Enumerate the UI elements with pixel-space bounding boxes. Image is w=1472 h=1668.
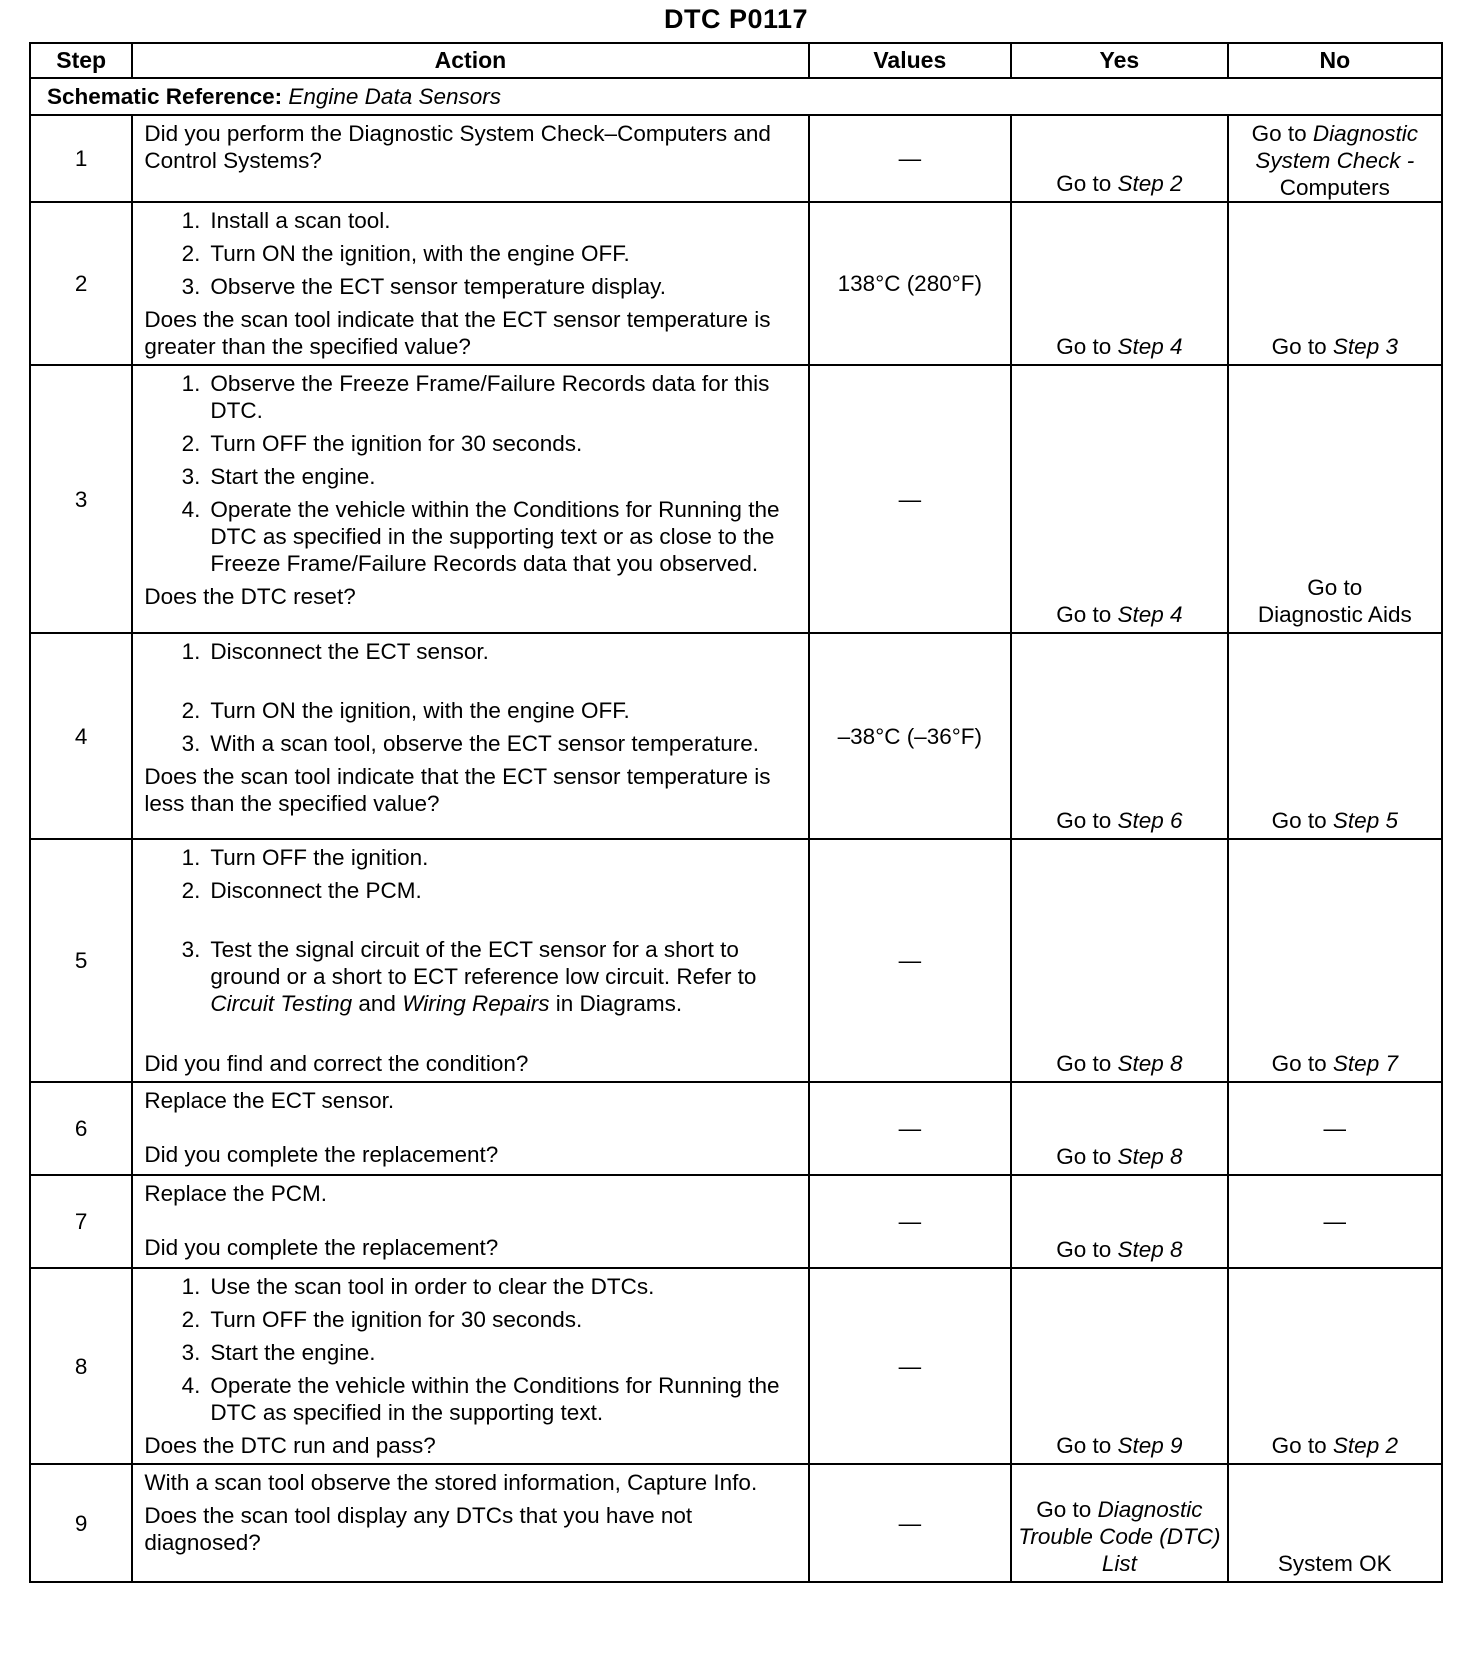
no-cell: Go to Step 5 — [1228, 633, 1442, 839]
list-item: 1. Install a scan tool. — [181, 208, 391, 233]
yes-cell: Go to Step 4 — [1011, 202, 1227, 365]
action-question: Does the DTC run and pass? — [144, 1433, 436, 1458]
action-cell — [132, 839, 808, 1082]
action-cell — [132, 365, 808, 633]
step-link[interactable]: Step 4 — [1117, 602, 1183, 627]
yes-cell: Go to Step 9 — [1011, 1268, 1227, 1464]
step-link[interactable]: Step 6 — [1117, 808, 1183, 833]
action-cell — [132, 202, 808, 365]
value-cell: — — [809, 1268, 1012, 1464]
step-link[interactable]: Step 8 — [1117, 1051, 1183, 1076]
action-list — [144, 844, 799, 1017]
action-list — [144, 370, 799, 577]
action-cell — [132, 1082, 808, 1175]
yes-cell — [1011, 115, 1227, 202]
action-text: With a scan tool observe the stored information, Capture Info. — [144, 1470, 758, 1495]
table-row — [30, 115, 1442, 202]
table-row — [30, 202, 1442, 365]
step-number: 5 — [30, 839, 132, 1082]
no-cell: — — [1228, 1175, 1442, 1268]
value-cell: — — [809, 1175, 1012, 1268]
table-row — [30, 1175, 1442, 1268]
page-title: DTC P0117 — [663, 4, 809, 34]
list-item: 2. Disconnect the PCM. — [181, 878, 422, 903]
yes-cell: Go to Step 8 — [1011, 1082, 1227, 1175]
no-cell: Go to Diagnostic Aids — [1228, 365, 1442, 633]
action-list — [144, 1273, 799, 1426]
yes-cell: Go to Step 6 — [1011, 633, 1227, 839]
header-action: Action — [132, 43, 808, 78]
action-question: Does the scan tool display any DTCs that you have not diagnosed? — [144, 1503, 693, 1555]
action-cell — [132, 1175, 808, 1268]
action-question: Did you complete the replacement? — [144, 1142, 499, 1167]
no-cell: System OK — [1228, 1464, 1442, 1582]
step-link[interactable]: Step 9 — [1117, 1433, 1183, 1458]
action-text: Replace the PCM. — [144, 1181, 327, 1206]
action-list — [144, 207, 799, 300]
action-cell — [132, 1464, 808, 1582]
schematic-reference — [30, 78, 1442, 115]
value-cell: 138°C (280°F) — [809, 202, 1012, 365]
yes-cell: Go to Diagnostic Trouble Code (DTC) List — [1011, 1464, 1227, 1582]
list-item: 4. Operate the vehicle within the Conditions for Running the DTC as specified in the supporting text or as close to the Freeze Frame/Failure Records data that you observed. — [181, 497, 780, 576]
circuit-testing-link[interactable]: Circuit Testing — [210, 991, 353, 1016]
table-row — [30, 1464, 1442, 1582]
list-item: 3. Start the engine. — [181, 1340, 376, 1365]
table-row — [30, 633, 1442, 839]
step-number: 1 — [30, 115, 132, 202]
header-step: Step — [30, 43, 132, 78]
step-link[interactable]: Step 7 — [1332, 1051, 1398, 1076]
diagnostic-aids-link[interactable]: Diagnostic Aids — [1257, 602, 1412, 627]
list-item: 3. Start the engine. — [181, 464, 376, 489]
list-item: 1. Disconnect the ECT sensor. — [181, 639, 489, 664]
dtc-table — [29, 42, 1443, 1583]
step-number: 9 — [30, 1464, 132, 1582]
list-item: 1. Turn OFF the ignition. — [181, 845, 429, 870]
table-row — [30, 1082, 1442, 1175]
header-row — [30, 43, 1442, 78]
list-item: 3. Observe the ECT sensor temperature display. — [181, 274, 666, 299]
action-text: Replace the ECT sensor. — [144, 1088, 395, 1113]
header-yes: Yes — [1011, 43, 1227, 78]
step-number: 4 — [30, 633, 132, 839]
step-number: 7 — [30, 1175, 132, 1268]
header-values: Values — [809, 43, 1012, 78]
step-link[interactable]: Step 3 — [1332, 334, 1398, 359]
step-link[interactable]: Step 4 — [1117, 334, 1183, 359]
schematic-label: Schematic Reference: — [47, 84, 283, 109]
action-text: Did you perform the Diagnostic System Check–Computers and Control Systems? — [132, 115, 808, 202]
table-row — [30, 365, 1442, 633]
action-question: Does the scan tool indicate that the ECT sensor temperature is less than the specified value? — [144, 764, 771, 816]
action-question: Does the scan tool indicate that the ECT sensor temperature is greater than the specified value? — [144, 307, 771, 359]
action-list — [144, 638, 799, 757]
yes-cell: Go to Step 4 — [1011, 365, 1227, 633]
list-item: 1. Observe the Freeze Frame/Failure Records data for this DTC. — [181, 371, 770, 423]
list-item: 3. With a scan tool, observe the ECT sensor temperature. — [181, 731, 759, 756]
table-row — [30, 1268, 1442, 1464]
action-question: Does the DTC reset? — [144, 584, 356, 609]
value-cell: — — [809, 1082, 1012, 1175]
no-cell — [1228, 115, 1442, 202]
goto-tail: Computers — [1279, 175, 1390, 200]
action-question: Did you find and correct the condition? — [144, 1051, 529, 1076]
table-row — [30, 839, 1442, 1082]
step-link[interactable]: Step 2 — [1332, 1433, 1398, 1458]
list-item: 2. Turn OFF the ignition for 30 seconds. — [181, 431, 583, 456]
value-cell: — — [809, 365, 1012, 633]
no-cell: Go to Step 7 — [1228, 839, 1442, 1082]
schematic-value: Engine Data Sensors — [288, 84, 502, 109]
yes-cell: Go to Step 8 — [1011, 1175, 1227, 1268]
goto-prefix: Go to — [1251, 121, 1307, 146]
action-cell — [132, 1268, 808, 1464]
no-cell: Go to Step 3 — [1228, 202, 1442, 365]
step-link[interactable]: Step 2 — [1117, 171, 1183, 196]
action-cell — [132, 633, 808, 839]
value-cell: — — [809, 1464, 1012, 1582]
list-item: 3. Test the signal circuit of the ECT sensor for a short to ground or a short to ECT reference low circuit. Refer to Circuit Testing and Wiring Repairs in Diagrams. — [181, 937, 757, 1016]
yes-cell: Go to Step 8 — [1011, 839, 1227, 1082]
step-link[interactable]: Step 8 — [1117, 1144, 1183, 1169]
goto-prefix: Go to — [1056, 171, 1112, 196]
header-no: No — [1228, 43, 1442, 78]
value-cell: — — [809, 115, 1012, 202]
step-number: 8 — [30, 1268, 132, 1464]
value-cell: — — [809, 839, 1012, 1082]
no-cell: Go to Step 2 — [1228, 1268, 1442, 1464]
list-item: 2. Turn ON the ignition, with the engine OFF. — [181, 241, 630, 266]
action-question: Did you complete the replacement? — [144, 1235, 499, 1260]
step-number: 6 — [30, 1082, 132, 1175]
wiring-repairs-link[interactable]: Wiring Repairs — [402, 991, 550, 1016]
value-cell: –38°C (–36°F) — [809, 633, 1012, 839]
diagnostic-system-check-link[interactable]: Diagnostic System Check - — [1255, 121, 1418, 173]
no-cell: — — [1228, 1082, 1442, 1175]
step-number: 2 — [30, 202, 132, 365]
step-link[interactable]: Step 8 — [1117, 1237, 1183, 1262]
list-item: 2. Turn OFF the ignition for 30 seconds. — [181, 1307, 583, 1332]
list-item: 4. Operate the vehicle within the Conditions for Running the DTC as specified in the supporting text. — [181, 1373, 780, 1425]
dtc-list-link[interactable]: Diagnostic Trouble Code (DTC) List — [1018, 1497, 1221, 1576]
schematic-row — [30, 78, 1442, 115]
list-item: 2. Turn ON the ignition, with the engine OFF. — [181, 698, 630, 723]
list-item: 1. Use the scan tool in order to clear the DTCs. — [181, 1274, 655, 1299]
step-number: 3 — [30, 365, 132, 633]
step-link[interactable]: Step 5 — [1332, 808, 1398, 833]
